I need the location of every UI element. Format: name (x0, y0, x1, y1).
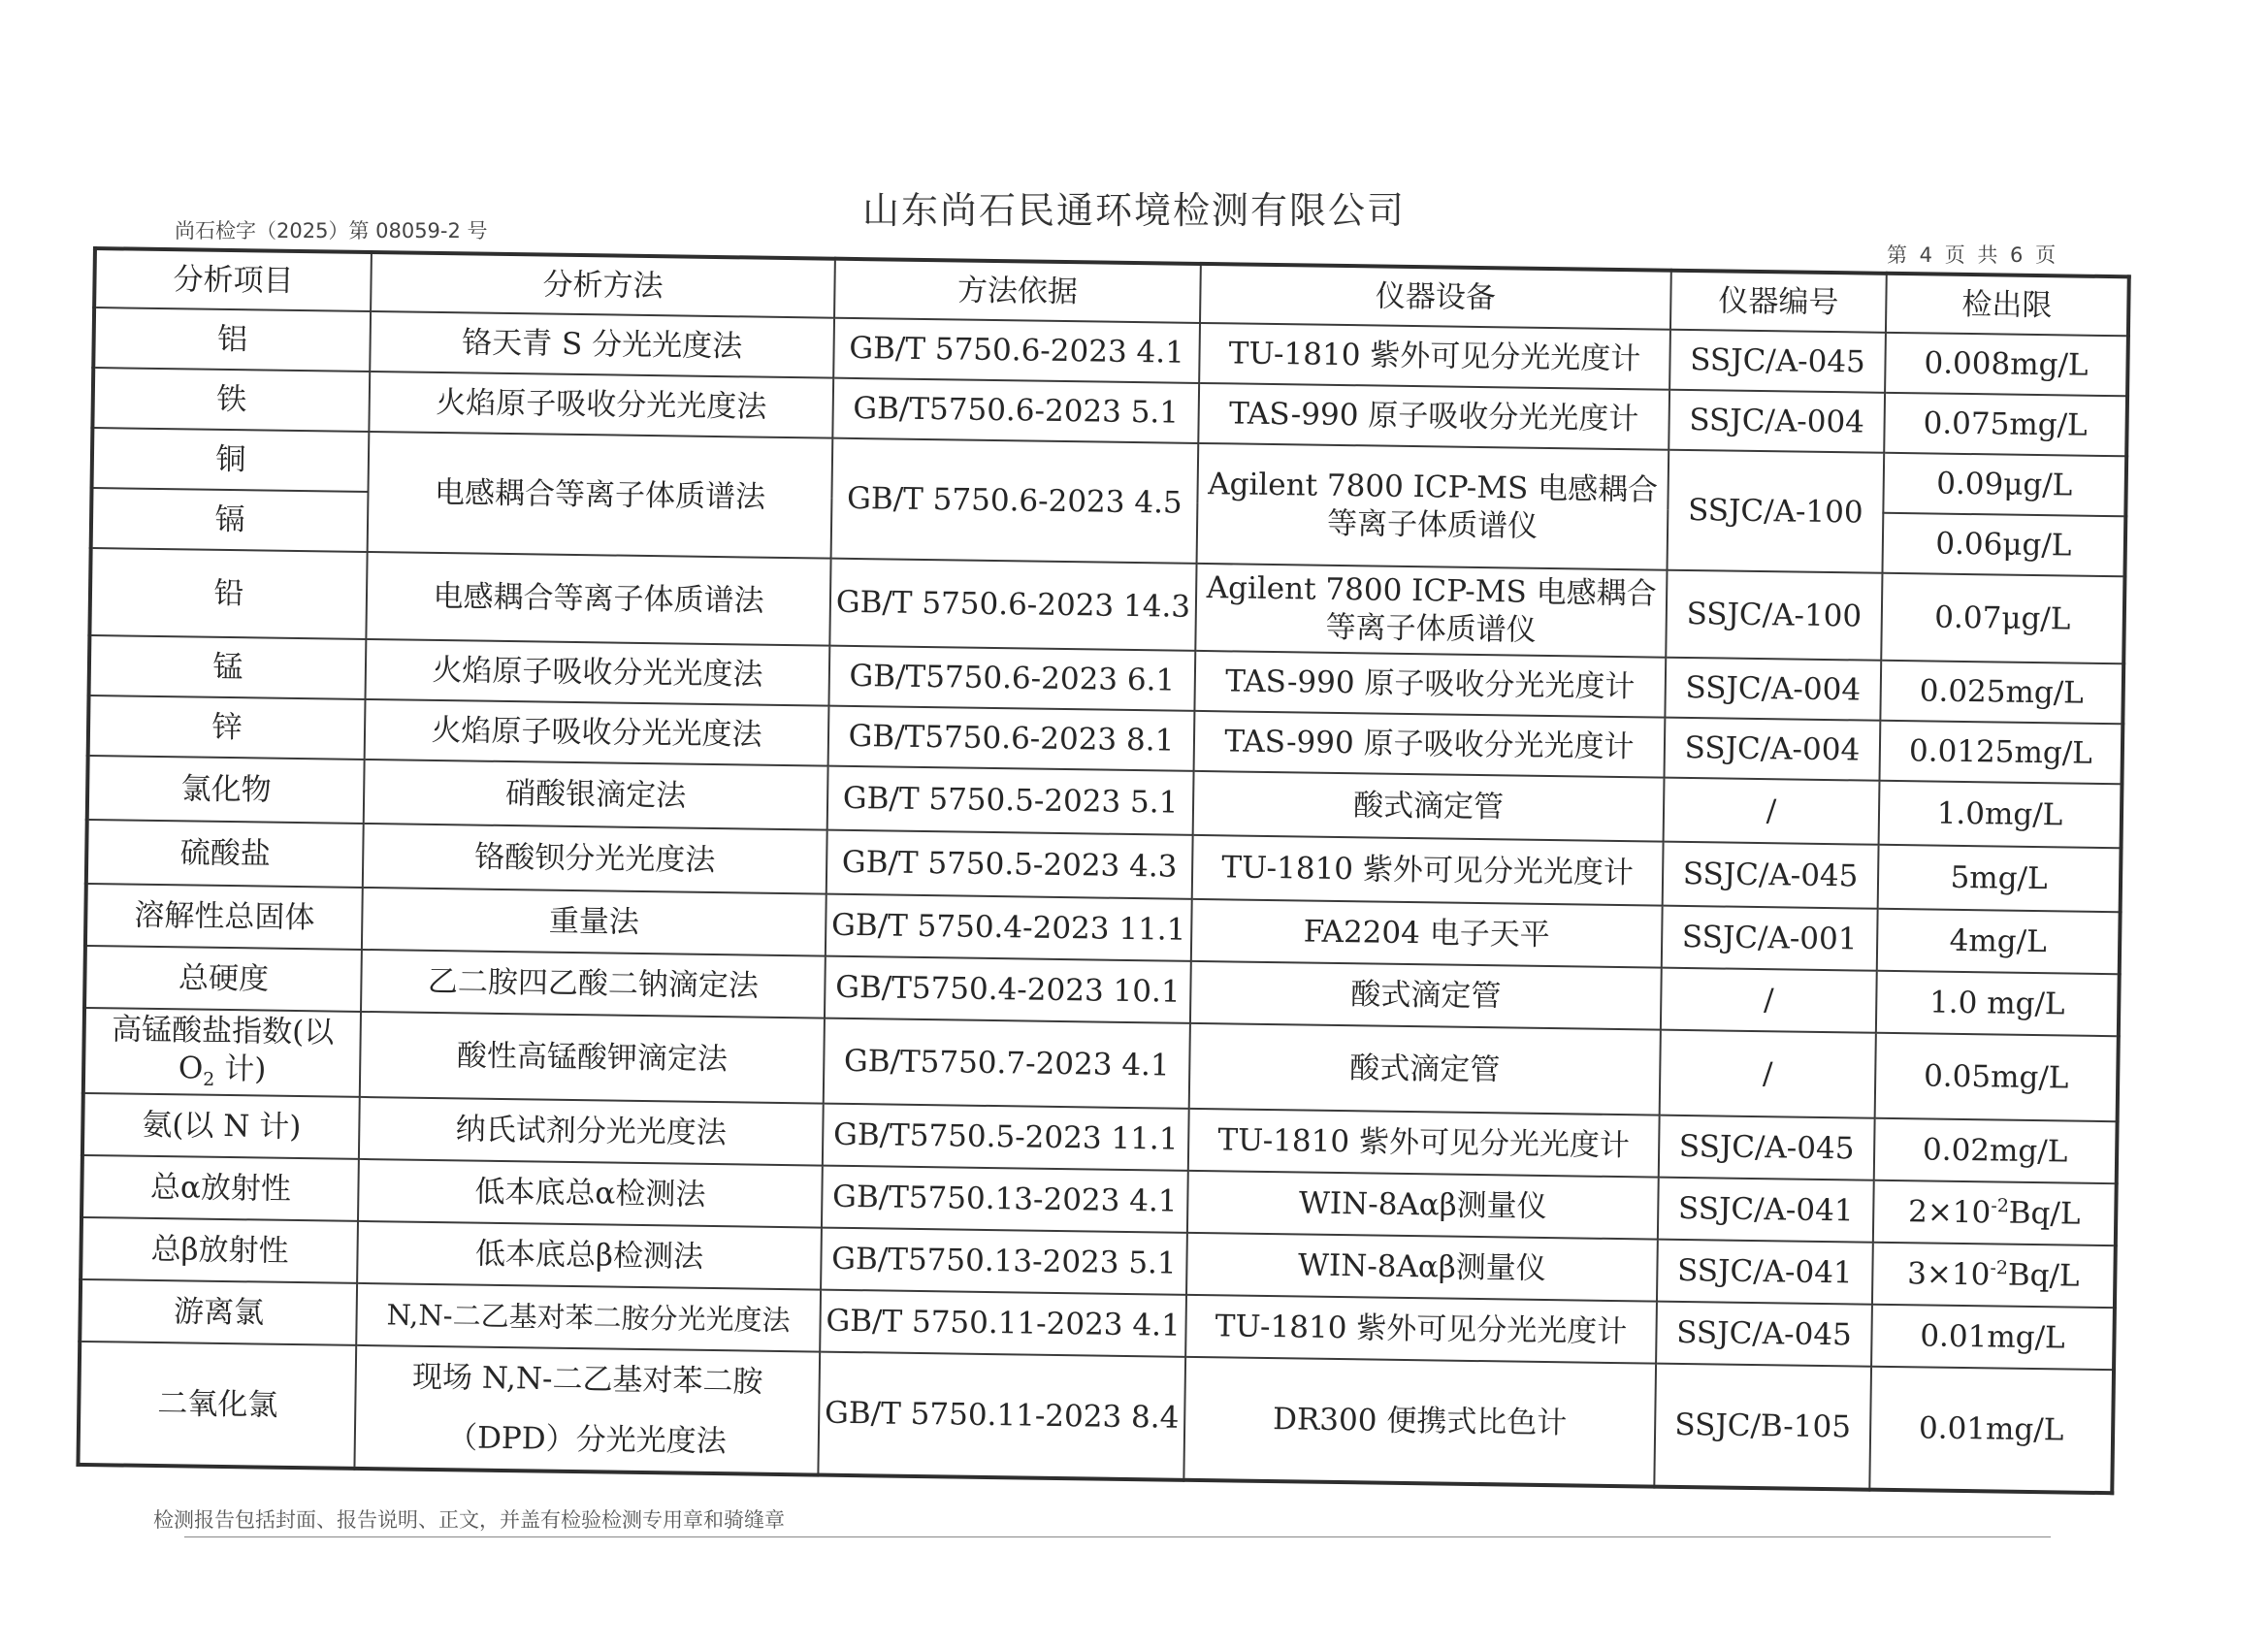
cell-basis: GB/T 5750.6-2023 14.3 (829, 559, 1196, 651)
column-header-item: 分析项目 (94, 248, 372, 311)
cell-item: 氯化物 (87, 756, 365, 824)
cell-item: 总α放射性 (81, 1155, 359, 1221)
cell-limit (1872, 1243, 2116, 1308)
cell-instrument: TAS-990 原子吸收分光光度计 (1194, 651, 1666, 718)
cell-instrument: WIN-8Aαβ测量仪 (1186, 1233, 1658, 1302)
cell-instrument-no: SSJC/A-004 (1665, 718, 1881, 781)
cell-instrument-no: SSJC/A-045 (1663, 842, 1879, 909)
cell-instrument-no: SSJC/A-045 (1659, 1116, 1875, 1180)
cell-instrument-no: / (1660, 1030, 1876, 1118)
cell-limit: 0.025mg/L (1880, 661, 2123, 724)
instrument-line-1: Agilent 7800 ICP-MS 电感耦合 (1206, 570, 1657, 612)
cell-limit: 4mg/L (1877, 909, 2121, 974)
cell-item: 氨(以 N 计) (82, 1093, 360, 1159)
method-line-1: 现场 N,N-二乙基对苯二胺 (411, 1359, 763, 1400)
column-header-method: 分析方法 (371, 252, 835, 318)
cell-basis: GB/T5750.6-2023 8.1 (828, 706, 1195, 771)
cell-method: 火焰原子吸收分光光度法 (365, 699, 829, 766)
cell-basis: GB/T5750.13-2023 4.1 (822, 1166, 1188, 1233)
cell-instrument-no: / (1664, 778, 1880, 845)
limit-base: 2×10 (1907, 1193, 1992, 1231)
cell-instrument: TU-1810 紫外可见分光光度计 (1192, 835, 1664, 906)
cell-basis: GB/T5750.6-2023 6.1 (828, 646, 1195, 711)
cell-instrument-no: SSJC/A-100 (1667, 450, 1884, 573)
cell-instrument-no: / (1661, 968, 1877, 1033)
cell-item: 溶解性总固体 (85, 884, 363, 950)
cell-method: 铬天青 S 分光光度法 (370, 311, 834, 378)
column-header-detection-limit: 检出限 (1886, 274, 2129, 336)
cell-instrument-no: SSJC/A-004 (1665, 658, 1881, 721)
cell-basis: GB/T5750.7-2023 4.1 (824, 1018, 1190, 1109)
cell-limit: 1.0mg/L (1879, 781, 2122, 848)
cell-limit: 0.09μg/L (1883, 453, 2126, 516)
cell-limit: 0.05mg/L (1875, 1033, 2119, 1121)
cell-limit: 0.01mg/L (1871, 1305, 2115, 1370)
cell-method: N,N-二乙基对苯二胺分光光度法 (356, 1283, 821, 1352)
cell-instrument-no: SSJC/A-100 (1666, 570, 1882, 661)
cell-basis: GB/T 5750.4-2023 11.1 (826, 894, 1192, 961)
cell-limit: 0.02mg/L (1874, 1118, 2118, 1183)
cell-instrument: TAS-990 原子吸收分光光度计 (1194, 711, 1666, 778)
cell-item: 游离氯 (80, 1279, 357, 1345)
cell-limit: 0.008mg/L (1885, 333, 2128, 396)
cell-basis: GB/T 5750.6-2023 4.5 (831, 438, 1199, 564)
cell-method: 硝酸银滴定法 (364, 760, 828, 830)
cell-basis: GB/T5750.5-2023 11.1 (823, 1104, 1189, 1171)
analysis-methods-table (76, 246, 2130, 1495)
cell-limit: 0.06μg/L (1882, 513, 2125, 576)
column-header-instrument: 仪器设备 (1200, 264, 1671, 330)
instrument-line-2: 等离子体质谱仪 (1325, 609, 1537, 648)
limit-unit: Bq/L (2008, 1195, 2081, 1232)
cell-instrument-no: SSJC/A-004 (1669, 390, 1885, 453)
report-number: 尚石检字（2025）第 08059-2 号 (175, 219, 488, 242)
cell-basis: GB/T5750.6-2023 5.1 (832, 378, 1199, 443)
cell-limit (1873, 1180, 2117, 1245)
cell-instrument-no: SSJC/A-001 (1662, 906, 1878, 971)
cell-method: 重量法 (362, 888, 826, 956)
cell-limit: 5mg/L (1878, 845, 2122, 912)
cell-instrument: WIN-8Aαβ测量仪 (1187, 1171, 1659, 1240)
cell-instrument-no: SSJC/A-041 (1657, 1240, 1873, 1305)
limit-exponent: -2 (1991, 1194, 2010, 1216)
cell-method: 低本底总α检测法 (358, 1159, 823, 1228)
cell-item: 硫酸盐 (86, 820, 364, 888)
page-number: 第 4 页 共 6 页 (1887, 243, 2059, 267)
cell-item: 锰 (89, 635, 367, 699)
cell-item: 二氧化氯 (78, 1342, 356, 1469)
cell-instrument: FA2204 电子天平 (1191, 899, 1663, 968)
cell-limit: 1.0 mg/L (1876, 971, 2120, 1036)
cell-instrument: TAS-990 原子吸收分光光度计 (1198, 383, 1669, 450)
cell-instrument (1195, 564, 1667, 658)
company-name: 山东尚石民通环境检测有限公司 (861, 189, 1406, 232)
cell-instrument: TU-1810 紫外可见分光光度计 (1199, 323, 1670, 390)
column-header-instrument-no: 仪器编号 (1670, 271, 1887, 333)
cell-limit: 0.0125mg/L (1879, 721, 2122, 784)
cell-method: 电感耦合等离子体质谱法 (366, 552, 830, 646)
method-line-2: （DPD）分光光度法 (446, 1420, 727, 1460)
cell-limit: 0.07μg/L (1881, 573, 2124, 663)
cell-method: 火焰原子吸收分光光度法 (369, 372, 833, 438)
cell-item: 铝 (93, 307, 371, 372)
cell-item (83, 1008, 361, 1097)
cell-instrument (1197, 443, 1669, 570)
table-wrapper (76, 246, 2126, 1495)
cell-basis: GB/T 5750.11-2023 8.4 (818, 1352, 1185, 1480)
cell-instrument-no: SSJC/A-041 (1658, 1178, 1874, 1243)
limit-exponent: -2 (1990, 1256, 2009, 1278)
oxygen-subscript: 2 (203, 1068, 215, 1090)
cell-instrument-no: SSJC/B-105 (1654, 1364, 1871, 1490)
cell-method: 乙二胺四乙酸二钠滴定法 (361, 950, 826, 1018)
cell-basis: GB/T 5750.5-2023 4.3 (826, 830, 1193, 899)
cell-item: 铁 (92, 368, 370, 432)
cell-basis: GB/T 5750.11-2023 4.1 (820, 1290, 1186, 1357)
instrument-line-1: Agilent 7800 ICP-MS 电感耦合 (1207, 467, 1659, 508)
instrument-line-2: 等离子体质谱仪 (1326, 505, 1539, 544)
cell-instrument: 酸式滴定管 (1193, 771, 1665, 842)
cell-basis: GB/T5750.13-2023 5.1 (821, 1228, 1187, 1295)
item-line-2-tail: 计) (214, 1051, 267, 1087)
cell-instrument-no: SSJC/A-045 (1669, 330, 1886, 393)
column-header-basis: 方法依据 (834, 259, 1201, 323)
cell-instrument-no: SSJC/A-045 (1656, 1302, 1872, 1367)
cell-basis: GB/T 5750.5-2023 5.1 (827, 766, 1194, 835)
cell-instrument: TU-1810 紫外可见分光光度计 (1188, 1109, 1660, 1178)
footer-divider (184, 1536, 2051, 1537)
footer-note: 检测报告包括封面、报告说明、正文，并盖有检验检测专用章和骑缝章 (153, 1508, 785, 1532)
cell-method: 酸性高锰酸钾滴定法 (360, 1012, 825, 1104)
cell-method: 低本底总β检测法 (357, 1221, 822, 1290)
cell-method (354, 1345, 820, 1475)
cell-instrument: 酸式滴定管 (1189, 1023, 1661, 1116)
cell-item: 铜 (92, 428, 370, 492)
cell-method: 电感耦合等离子体质谱法 (368, 432, 833, 559)
oxygen-symbol: O (178, 1051, 204, 1086)
cell-basis: GB/T 5750.6-2023 4.1 (833, 318, 1200, 383)
cell-item: 铅 (89, 548, 367, 639)
cell-method: 铬酸钡分光光度法 (363, 824, 827, 894)
cell-instrument: 酸式滴定管 (1190, 961, 1662, 1030)
cell-item: 镉 (91, 488, 369, 552)
cell-method: 纳氏试剂分光光度法 (359, 1097, 824, 1166)
cell-item: 总硬度 (84, 946, 362, 1012)
cell-instrument: TU-1810 紫外可见分光光度计 (1185, 1295, 1657, 1364)
cell-item: 总β放射性 (81, 1217, 358, 1283)
cell-instrument: DR300 便携式比色计 (1183, 1357, 1656, 1487)
limit-base: 3×10 (1906, 1255, 1991, 1293)
item-line-1: 高锰酸盐指数(以 (111, 1012, 335, 1051)
cell-method: 火焰原子吸收分光光度法 (366, 639, 830, 706)
cell-item: 锌 (88, 695, 366, 760)
limit-unit: Bq/L (2007, 1257, 2080, 1294)
cell-limit: 0.075mg/L (1884, 393, 2127, 456)
cell-limit: 0.01mg/L (1869, 1367, 2114, 1493)
cell-basis: GB/T5750.4-2023 10.1 (825, 956, 1191, 1023)
